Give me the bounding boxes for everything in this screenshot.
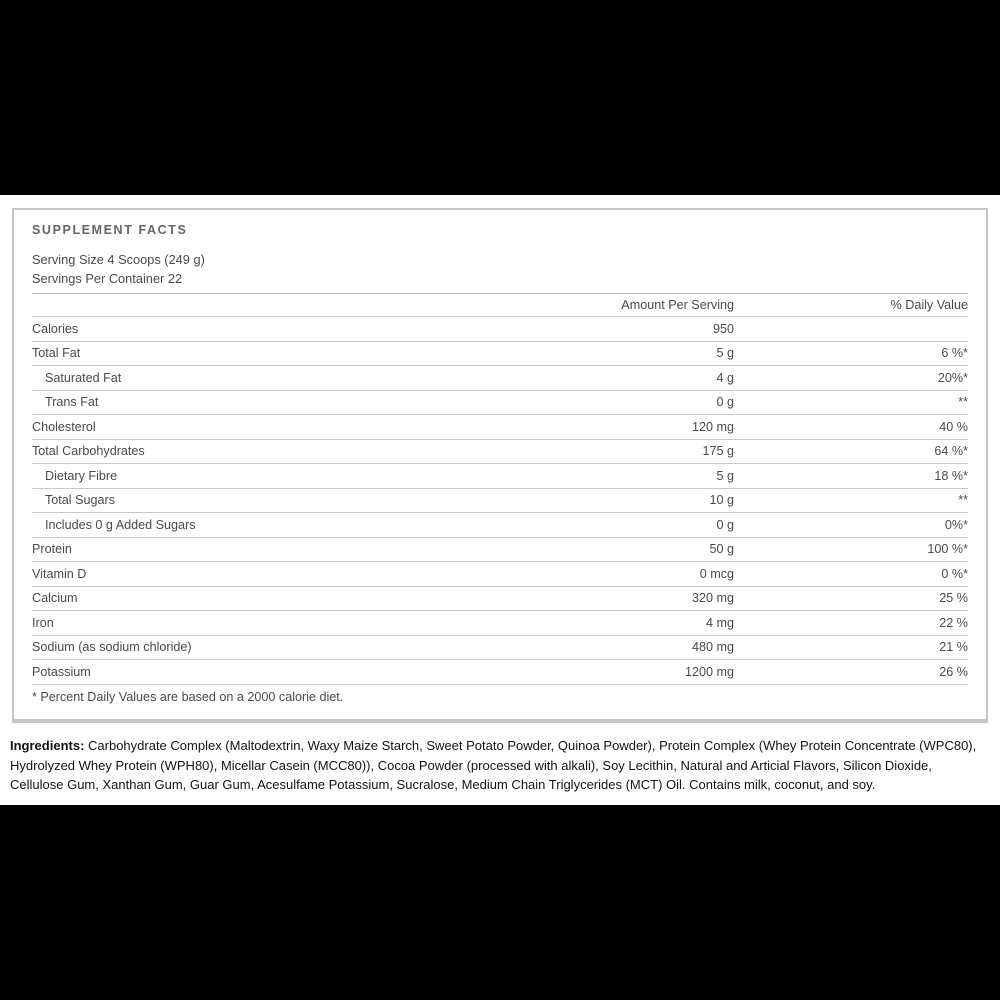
amount-value: 1200 mg: [684, 664, 734, 679]
table-row: [32, 489, 968, 514]
table-row: [32, 366, 968, 391]
nutrient-name: Total Fat: [32, 346, 81, 361]
table-row: [32, 440, 968, 465]
table-row: [32, 562, 968, 587]
serving-size-text: Serving Size 4 Scoops (249 g): [32, 252, 205, 267]
table-row: [32, 587, 968, 612]
nutrient-name: Saturated Fat: [45, 370, 122, 385]
daily-value: 40 %: [939, 419, 968, 434]
table-row: [32, 342, 968, 367]
amount-value: 320 mg: [691, 591, 734, 606]
ingredients-label: Ingredients:: [10, 738, 85, 753]
nutrient-name: Total Carbohydrates: [32, 444, 145, 459]
amount-value: 5 g: [716, 468, 734, 483]
top-black-bar: [0, 0, 1000, 195]
bottom-black-bar: [0, 805, 1000, 1000]
table-row: [32, 636, 968, 661]
daily-value: 26 %: [939, 664, 968, 679]
daily-value: 25 %: [939, 591, 968, 606]
daily-value: 64 %*: [934, 444, 968, 459]
amount-value: 0 g: [716, 395, 734, 410]
daily-value-footnote: * Percent Daily Values are based on a 2000 calorie diet.: [32, 689, 344, 704]
table-row: [32, 513, 968, 538]
nutrient-name: Iron: [32, 615, 54, 630]
daily-value: 0 %*: [941, 566, 968, 581]
ingredients-text: Carbohydrate Complex (Maltodextrin, Waxy Maize Starch, Sweet Potato Powder, Quinoa Powder), Protein Complex (Whey Protein Concentrate (WPC80), Hydrolyzed Whey Protein (WPH80), Micellar Casein (MCC80)), Cocoa Powder (processed with alkali), Soy Lecithin, Natural and Articial Flavors, Silicon Dioxide, Cellulose Gum, Xanthan Gum, Guar Gum, Acesulfame Potassium, Sucralose, Medium Chain Triglycerides (MCT) Oil. Contains milk, coconut, and soy.: [10, 738, 977, 792]
table-rows: [32, 317, 968, 685]
ingredients-paragraph: [10, 736, 988, 795]
table-row: [32, 660, 968, 685]
amount-value: 4 g: [716, 370, 734, 385]
daily-value: 18 %*: [934, 468, 968, 483]
nutrition-table: [32, 293, 968, 685]
daily-value: **: [958, 395, 968, 410]
nutrient-name: Potassium: [32, 664, 91, 679]
daily-value: 100 %*: [927, 542, 968, 557]
nutrient-name: Cholesterol: [32, 419, 96, 434]
amount-value: 120 mg: [691, 419, 734, 434]
nutrient-name: Calcium: [32, 591, 78, 606]
amount-value: 10 g: [709, 493, 734, 508]
label-sheet: [0, 195, 1000, 805]
amount-value: 950: [712, 321, 734, 336]
table-row: [32, 464, 968, 489]
nutrient-name: Calories: [32, 321, 79, 336]
table-row: [32, 415, 968, 440]
servings-per-container-text: Servings Per Container 22: [32, 271, 183, 286]
nutrient-name: Sodium (as sodium chloride): [32, 640, 192, 655]
header-amount-per-serving: Amount Per Serving: [621, 298, 734, 312]
daily-value: 0%*: [944, 517, 968, 532]
nutrient-name: Dietary Fibre: [45, 468, 118, 483]
daily-value: 21 %: [939, 640, 968, 655]
amount-value: 5 g: [716, 346, 734, 361]
daily-value: 20%*: [937, 370, 968, 385]
header-daily-value: % Daily Value: [890, 298, 968, 312]
supplement-facts-panel: [12, 208, 988, 723]
nutrient-name: Trans Fat: [45, 395, 99, 410]
daily-value: **: [958, 493, 968, 508]
nutrient-name: Vitamin D: [32, 566, 87, 581]
daily-value: 22 %: [939, 615, 968, 630]
nutrient-name: Protein: [32, 542, 72, 557]
table-row: [32, 391, 968, 416]
amount-value: 50 g: [709, 542, 734, 557]
table-header-row: [32, 294, 968, 317]
amount-value: 0 g: [716, 517, 734, 532]
daily-value: 6 %*: [941, 346, 968, 361]
amount-value: 480 mg: [691, 640, 734, 655]
panel-title: SUPPLEMENT FACTS: [32, 223, 188, 237]
table-row: [32, 538, 968, 563]
table-row: [32, 317, 968, 342]
amount-value: 4 mg: [706, 615, 734, 630]
amount-value: 0 mcg: [699, 566, 734, 581]
table-row: [32, 611, 968, 636]
nutrient-name: Total Sugars: [45, 493, 116, 508]
amount-value: 175 g: [702, 444, 734, 459]
nutrient-name: Includes 0 g Added Sugars: [45, 517, 196, 532]
